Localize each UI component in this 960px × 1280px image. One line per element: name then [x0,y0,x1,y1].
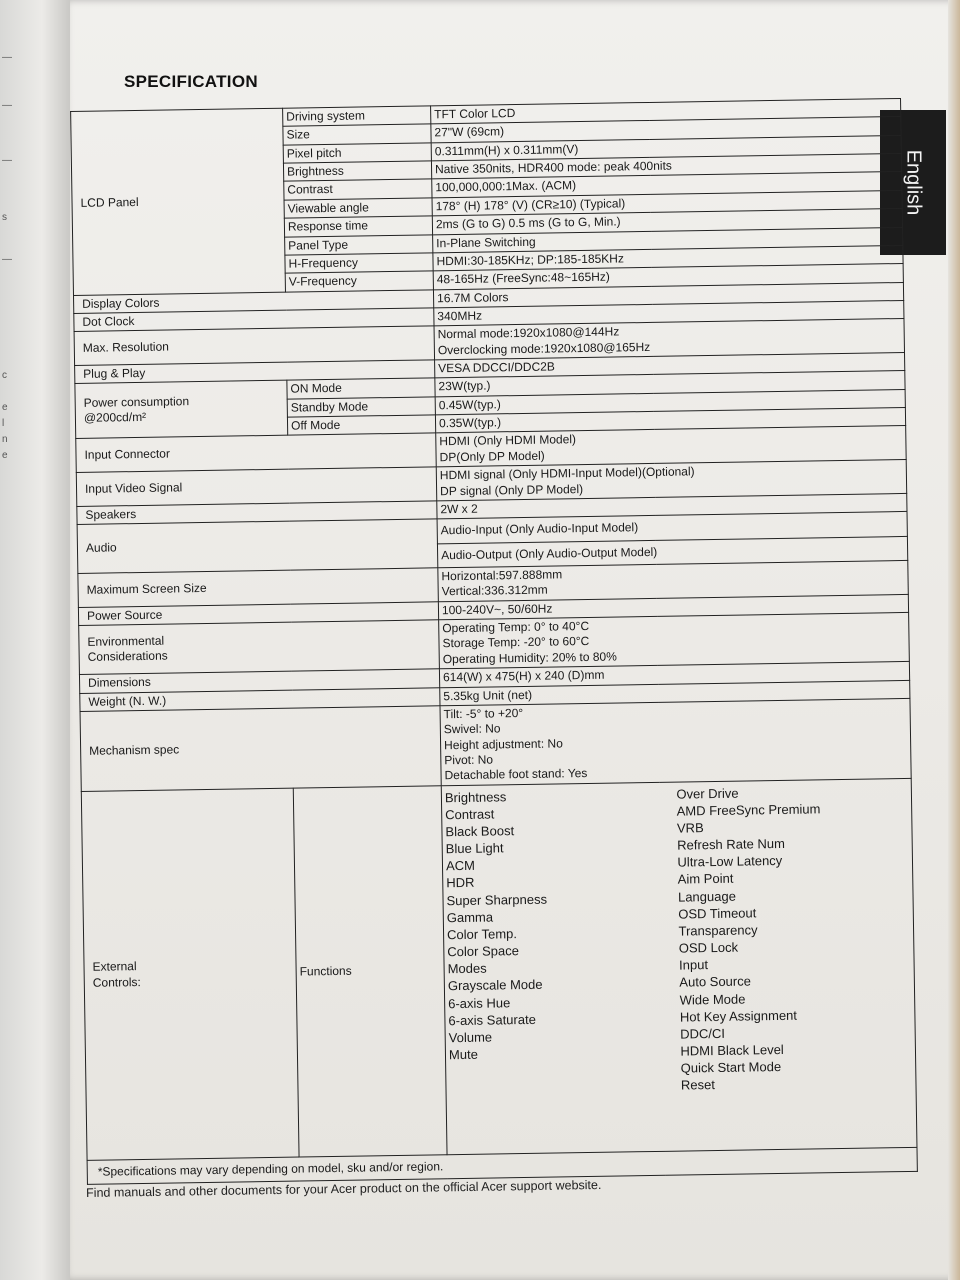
spec-value: 0.311mm(H) x 0.311mm(V) [431,135,901,161]
external-controls-label-line: External [92,959,137,975]
spec-subname: Driving system [283,106,431,127]
function-item: HDMI Black Level [680,1041,784,1059]
spec-value: 2ms (G to G) 0.5 ms (G to G, Min.) [432,209,902,235]
plug-play-label: Plug & Play [75,360,435,384]
speakers-label: Speakers [77,501,437,525]
function-item: Refresh Rate Num [677,836,785,853]
max-screen-size-line: Horizontal:597.888mm [441,567,563,584]
input-connector-line: DP(Only DP Model) [439,448,545,465]
function-item: Auto Source [679,973,752,990]
audio-value: Audio-Output (Only Audio-Output Model) [437,536,907,568]
function-item: HDR [446,875,475,891]
environment-line: Storage Temp: -20° to 60°C [442,634,590,651]
external-controls-label [81,788,299,1160]
max-screen-size-line: Vertical:336.312mm [441,582,548,599]
input-video-signal-line: HDMI signal (Only HDMI-Input Model)(Optional) [439,464,695,483]
specification-note: *Specifications may vary depending on model, sku and/or region. [87,1147,917,1184]
spec-subname: Contrast [284,179,432,200]
mechanism-value [440,698,911,785]
function-item: Input [678,957,709,973]
specification-table [70,98,917,1191]
function-item: AMD FreeSync Premium [676,801,821,819]
audio-value: Audio-Input (Only Audio-Input Model) [437,512,907,544]
environment-label-line: Environmental [87,633,165,649]
spec-value: TFT Color LCD [431,98,901,124]
spec-value: In-Plane Switching [433,227,903,253]
function-item: Volume [448,1029,493,1046]
function-item: Transparency [678,922,758,939]
spec-value: HDMI:30-185KHz; DP:185-185KHz [433,245,903,271]
function-item: DDC/CI [680,1025,726,1042]
spec-value: 23W(typ.) [435,371,905,397]
function-item: Ultra-Low Latency [677,853,783,870]
function-item: Color Space [447,943,520,960]
spec-subname: Off Mode [287,415,435,436]
lcd-panel-label: LCD Panel [71,108,286,295]
functions-list [441,778,917,1154]
dot-clock-label: Dot Clock [74,308,434,332]
mechanism-line: Swivel: No [443,721,501,737]
spec-value: 48-165Hz (FreeSync:48~165Hz) [433,264,903,290]
power-consumption-label-line: Power consumption [83,394,190,410]
external-controls-label-line: Controls: [92,974,141,990]
spec-value: 0.45W(typ.) [435,389,905,415]
function-item: Black Boost [445,823,515,840]
spec-subname: Size [283,124,431,145]
spec-subname: Brightness [283,161,431,182]
mechanism-label: Mechanism spec [80,706,441,791]
function-item: Contrast [445,806,495,823]
speakers-value: 2W x 2 [437,493,907,519]
mechanism-line: Pivot: No [444,752,494,768]
dimensions-label: Dimensions [79,669,439,693]
spec-row [81,778,917,1160]
mechanism-line: Height adjustment: No [443,735,563,752]
function-item: Reset [680,1077,716,1093]
display-colors-label: Display Colors [73,289,433,313]
function-item: Blue Light [445,840,504,857]
functions-label: Functions [293,785,447,1156]
function-item: Grayscale Mode [447,977,543,994]
power-consumption-label [75,381,288,439]
spec-subname: Pixel pitch [283,143,431,164]
input-connector-line: HDMI (Only HDMI Model) [439,432,577,449]
audio-label: Audio [77,519,438,573]
input-video-signal-line: DP signal (Only DP Model) [440,481,584,498]
max-resolution-label: Max. Resolution [74,326,434,365]
function-item: OSD Timeout [678,905,757,922]
adjacent-page: — — — s — c e l n e [0,0,70,1280]
environment-line: Operating Temp: 0° to 40°C [442,619,590,636]
function-item: Language [677,888,736,905]
spec-subname: Panel Type [285,234,433,255]
mechanism-line: Tilt: -5° to +20° [443,705,524,722]
spec-subname: ON Mode [287,378,435,399]
function-item: Super Sharpness [446,891,548,908]
spec-value: 100,000,000:1Max. (ACM) [432,172,902,198]
spec-subname: Standby Mode [287,397,435,418]
function-item: ACM [445,858,476,874]
function-item: Gamma [446,909,494,925]
functions-right-column [676,782,912,1094]
spec-value: 27"W (69cm) [431,117,901,143]
language-tab-label: English [902,149,925,216]
function-item: Wide Mode [679,991,746,1008]
spec-value: 178° (H) 178° (V) (CR≥10) (Typical) [432,190,902,216]
function-item: Aim Point [677,871,734,888]
input-video-signal-label: Input Video Signal [76,467,436,506]
spec-subname: H-Frequency [285,253,433,274]
environment-value [439,612,910,668]
environment-label [79,620,440,675]
dimensions-value: 614(W) x 475(H) x 240 (D)mm [439,662,909,688]
power-consumption-label-line: @200cd/m² [83,410,147,426]
spec-subname: Response time [284,216,432,237]
function-item: Brightness [444,788,507,805]
spec-subname: V-Frequency [285,271,433,292]
function-item: Hot Key Assignment [679,1007,798,1025]
footer-text: Find manuals and other documents for your Acer product on the official Acer support website. [86,1177,602,1200]
function-item: Modes [447,960,487,977]
weight-value: 5.35kg Unit (net) [440,680,910,706]
spec-value: Native 350nits, HDR400 mode: peak 400nits [431,154,901,180]
spec-subname: Viewable angle [284,198,432,219]
plug-play-value: VESA DDCCI/DDC2B [435,352,905,378]
input-connector-label: Input Connector [76,433,436,472]
function-item: Quick Start Mode [680,1059,782,1076]
function-item: 6-axis Saturate [448,1011,536,1028]
spec-value: 0.35W(typ.) [435,408,905,434]
function-item: Color Temp. [446,926,518,943]
power-source-label: Power Source [78,602,438,626]
page-edge [948,0,960,1280]
weight-label: Weight (N. W.) [80,687,440,711]
max-resolution-line: Normal mode:1920x1080@144Hz [437,324,620,342]
max-screen-size-label: Maximum Screen Size [78,568,438,607]
spec-row [80,698,911,791]
display-colors-value: 16.7M Colors [433,282,903,308]
function-item: Mute [448,1046,478,1063]
mechanism-line: Detachable foot stand: Yes [444,766,588,783]
function-item: OSD Lock [678,939,739,956]
function-item: 6-axis Hue [448,994,511,1011]
function-item: Over Drive [676,785,739,802]
power-source-value: 100-240V~, 50/60Hz [438,594,908,620]
function-item: VRB [676,820,704,836]
max-resolution-line: Overclocking mode:1920x1080@165Hz [437,339,651,357]
environment-label-line: Considerations [87,648,168,664]
page-title: SPECIFICATION [124,72,258,91]
functions-left-column [445,785,681,1097]
dot-clock-value: 340MHz [434,300,904,326]
environment-line: Operating Humidity: 20% to 80% [442,649,617,667]
